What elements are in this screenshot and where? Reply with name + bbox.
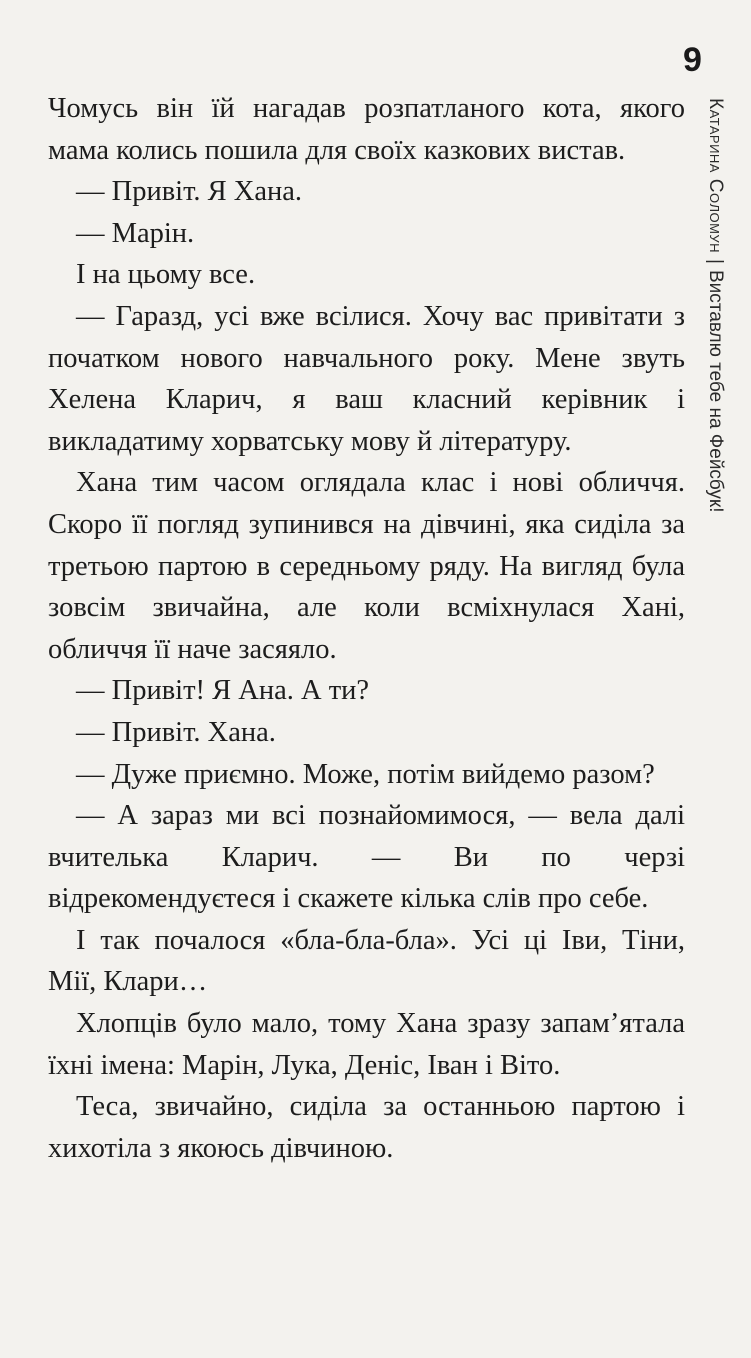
page-number: 9 (683, 41, 702, 79)
paragraph: — Привіт. Я Хана. (76, 176, 303, 208)
running-header-separator: | (705, 259, 726, 264)
paragraph: — Дуже приємно. Може, потім вийдемо разом? (76, 758, 655, 790)
paragraph: І так почалося «бла-бла-бла». Усі ці Іви, Тіни, Мії, Клари… (48, 924, 685, 998)
running-header-book-title: Виставлю тебе на Фейсбук! (705, 270, 726, 513)
paragraph: — А зараз ми всі познайомимося, — вела далі вчителька Кларич. — Ви по черзі відрекомендуєтеся і скажете кілька слів про себе. (48, 800, 685, 915)
paragraph: — Марін. (76, 217, 195, 249)
running-header (698, 98, 732, 538)
paragraph: Чомусь він їй нагадав розпатланого кота, якого мама колись пошила для своїх казкових вистав. (48, 93, 685, 166)
paragraph: — Гаразд, усі вже всілися. Хочу вас привітати з початком нового навчального року. Мене звуть Хелена Кларич, я ваш класний керівник і викладатиму хорватську мову й літературу. (48, 300, 685, 457)
paragraph: Хлопців було мало, тому Хана зразу запам’ятала їхні імена: Марін, Лука, Деніс, Іван і Віто. (48, 1008, 685, 1081)
body-text (48, 88, 685, 1169)
paragraph: Теса, звичайно, сиділа за останньою партою і хихотіла з якоюсь дівчиною. (48, 1091, 685, 1164)
paragraph: І на цьому все. (76, 259, 256, 291)
running-header-author: Катарина Соломун (705, 98, 726, 254)
paragraph: — Привіт. Хана. (76, 716, 276, 748)
paragraph: — Привіт! Я Ана. А ти? (76, 675, 370, 707)
paragraph: Хана тим часом оглядала клас і нові обличчя. Скоро її погляд зупинився на дівчині, яка сиділа за третьою партою в середньому ряду. На вигляд була зовсім звичайна, але коли всміхнулася Хані, обличчя її наче засяяло. (48, 467, 685, 665)
